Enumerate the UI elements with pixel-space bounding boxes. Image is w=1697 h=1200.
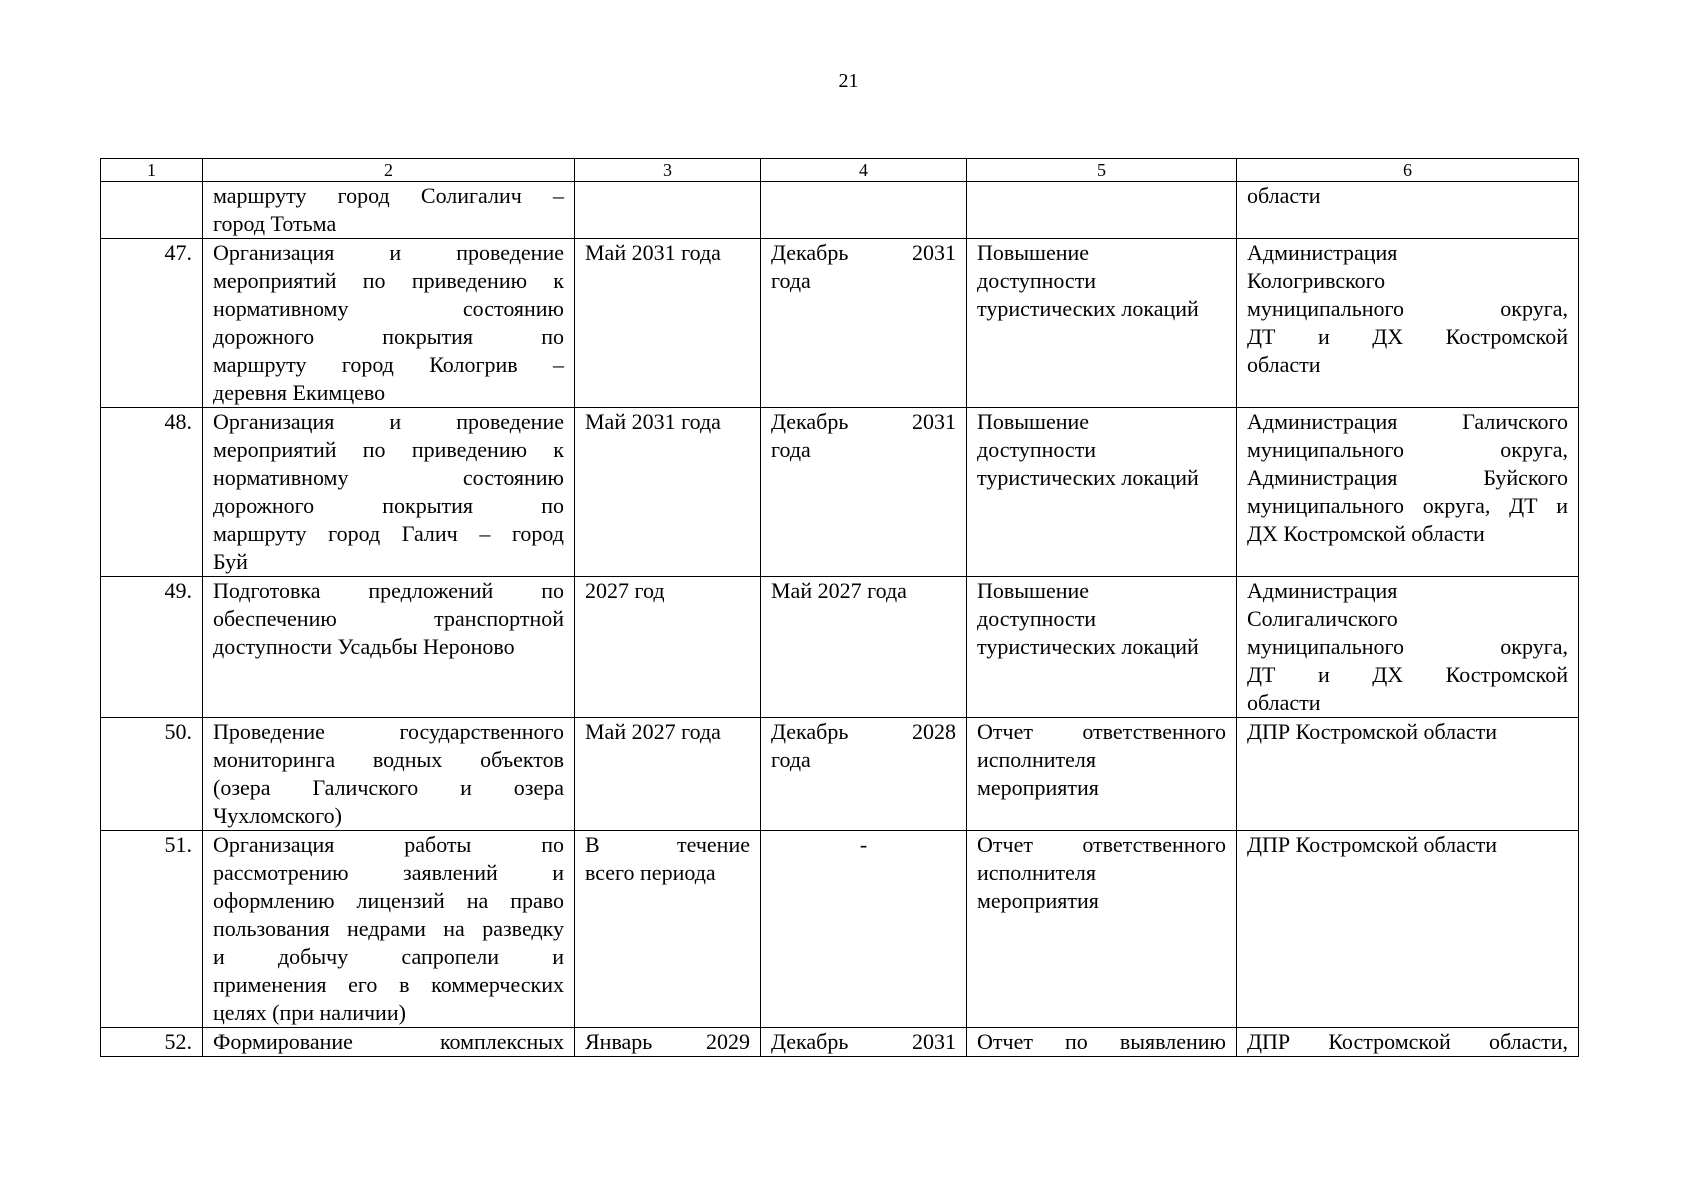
cell-text-line: мероприятий по приведению к [213, 268, 564, 293]
column-header-1: 1 [101, 159, 203, 182]
cell-text-line: Чухломского) [213, 803, 342, 828]
cell-text-line: - [859, 832, 868, 857]
cell-text-line: области [1247, 352, 1321, 377]
start-date-cell [575, 239, 761, 408]
cell-text-line: Формирование комплексных [213, 1029, 564, 1054]
executor-cell [1237, 408, 1579, 577]
table-row [101, 408, 1579, 577]
measure-cell [203, 718, 575, 831]
cell-text-line: ДПР Костромской области, [1247, 1029, 1568, 1054]
cell-text-line: ДТ и ДХ Костромской [1247, 662, 1568, 687]
cell-text-line: года [771, 747, 811, 772]
measure-cell [203, 408, 575, 577]
cell-text-line: Декабрь 2031 [771, 240, 956, 265]
end-date-cell [761, 182, 967, 239]
measure-cell [203, 831, 575, 1028]
cell-text-line: доступности [977, 437, 1097, 462]
cell-text-line: применения его в коммерческих [213, 972, 564, 997]
cell-text-line: дорожного покрытия по [213, 324, 564, 349]
end-date-cell [761, 239, 967, 408]
cell-text-line: деревня Екимцево [213, 380, 386, 405]
header-row [101, 159, 1579, 182]
cell-text-line: мероприятий по приведению к [213, 437, 564, 462]
executor-cell [1237, 577, 1579, 718]
cell-text-line: Организация и проведение [213, 240, 564, 265]
cell-text-line: исполнителя [977, 747, 1097, 772]
executor-cell [1237, 831, 1579, 1028]
cell-text-line: Повышение [977, 409, 1090, 434]
table-row [101, 831, 1579, 1028]
row-number-cell [101, 182, 203, 239]
column-header-3: 3 [575, 159, 761, 182]
cell-text-line: ДПР Костромской области [1247, 719, 1498, 744]
cell-text-line: Май 2031 года [585, 409, 721, 434]
table-row [101, 239, 1579, 408]
table-row [101, 718, 1579, 831]
cell-text-line: нормативному состоянию [213, 296, 564, 321]
cell-text-line: исполнителя [977, 860, 1097, 885]
cell-text-line: Май 2027 года [585, 719, 721, 744]
row-number-cell: 50. [101, 718, 203, 831]
table-row [101, 577, 1579, 718]
column-header-4: 4 [761, 159, 967, 182]
cell-text-line: целях (при наличии) [213, 1000, 406, 1025]
cell-text-line: области [1247, 690, 1321, 715]
table-row [101, 1028, 1579, 1057]
cell-text-line: муниципального округа, [1247, 296, 1568, 321]
column-header-5: 5 [967, 159, 1237, 182]
cell-text-line: маршруту город Галич – город [213, 521, 564, 546]
measures-table [100, 158, 1579, 1057]
row-number-cell: 52. [101, 1028, 203, 1057]
cell-text-line: (озера Галичского и озера [213, 775, 564, 800]
end-date-cell [761, 408, 967, 577]
executor-cell [1237, 239, 1579, 408]
cell-text-line: туристических локаций [977, 634, 1199, 659]
cell-text-line: муниципального округа, ДТ и [1247, 493, 1568, 518]
cell-text-line: муниципального округа, [1247, 634, 1568, 659]
column-header-2: 2 [203, 159, 575, 182]
cell-text-line: Отчет по выявлению [977, 1029, 1226, 1054]
cell-text-line: Декабрь 2031 [771, 409, 956, 434]
cell-text-line: и добычу сапропели и [213, 944, 564, 969]
cell-text-line: туристических локаций [977, 296, 1199, 321]
cell-text-line: В течение [585, 832, 750, 857]
cell-text-line: рассмотрению заявлений и [213, 860, 564, 885]
cell-text-line: обеспечению транспортной [213, 606, 564, 631]
cell-text-line: всего периода [585, 860, 716, 885]
table-body [101, 182, 1579, 1057]
cell-text-line: Повышение [977, 240, 1090, 265]
row-number-cell: 48. [101, 408, 203, 577]
cell-text-line: ДПР Костромской области [1247, 832, 1498, 857]
cell-text-line: Администрация Буйского [1247, 465, 1568, 490]
cell-text-line: доступности [977, 606, 1097, 631]
start-date-cell [575, 1028, 761, 1057]
cell-text-line: Декабрь 2028 [771, 719, 956, 744]
cell-text-line: Проведение государственного [213, 719, 564, 744]
executor-cell [1237, 718, 1579, 831]
cell-text-line: доступности [977, 268, 1097, 293]
result-cell [967, 182, 1237, 239]
result-cell [967, 577, 1237, 718]
result-cell [967, 408, 1237, 577]
cell-text-line: ДТ и ДХ Костромской [1247, 324, 1568, 349]
cell-text-line: Кологривского [1247, 268, 1386, 293]
start-date-cell [575, 718, 761, 831]
cell-text-line: муниципального округа, [1247, 437, 1568, 462]
table-header [101, 159, 1579, 182]
cell-text-line: Декабрь 2031 [771, 1029, 956, 1054]
measure-cell [203, 1028, 575, 1057]
cell-text-line: года [771, 268, 811, 293]
result-cell [967, 1028, 1237, 1057]
cell-text-line: Администрация Галичского [1247, 409, 1568, 434]
cell-text-line: мероприятия [977, 888, 1099, 913]
cell-text-line: года [771, 437, 811, 462]
start-date-cell [575, 577, 761, 718]
cell-text-line: Подготовка предложений по [213, 578, 564, 603]
cell-text-line: Май 2031 года [585, 240, 721, 265]
cell-text-line: мероприятия [977, 775, 1099, 800]
result-cell [967, 831, 1237, 1028]
executor-cell [1237, 1028, 1579, 1057]
cell-text-line: ДХ Костромской области [1247, 521, 1485, 546]
measure-cell [203, 239, 575, 408]
row-number-cell: 47. [101, 239, 203, 408]
table-row [101, 182, 1579, 239]
row-number-cell: 49. [101, 577, 203, 718]
executor-cell [1237, 182, 1579, 239]
cell-text-line: Январь 2029 [585, 1029, 750, 1054]
cell-text-line: маршруту город Кологрив – [213, 352, 564, 377]
cell-text-line: области [1247, 183, 1321, 208]
cell-text-line: Организация работы по [213, 832, 564, 857]
row-number-cell: 51. [101, 831, 203, 1028]
result-cell [967, 239, 1237, 408]
start-date-cell [575, 408, 761, 577]
end-date-cell [761, 1028, 967, 1057]
cell-text-line: Буй [213, 549, 248, 574]
cell-text-line: город Тотьма [213, 211, 337, 236]
cell-text-line: Организация и проведение [213, 409, 564, 434]
cell-text-line: дорожного покрытия по [213, 493, 564, 518]
start-date-cell [575, 831, 761, 1028]
cell-text-line: Май 2027 года [771, 578, 907, 603]
measure-cell [203, 182, 575, 239]
page-number: 21 [838, 70, 859, 92]
cell-text-line: мониторинга водных объектов [213, 747, 564, 772]
start-date-cell [575, 182, 761, 239]
cell-text-line: Отчет ответственного [977, 719, 1226, 744]
end-date-cell [761, 577, 967, 718]
cell-text-line: Повышение [977, 578, 1090, 603]
result-cell [967, 718, 1237, 831]
cell-text-line: оформлению лицензий на право [213, 888, 564, 913]
column-header-6: 6 [1237, 159, 1579, 182]
cell-text-line: маршруту город Солигалич – [213, 183, 564, 208]
cell-text-line: доступности Усадьбы Нероново [213, 634, 515, 659]
end-date-cell [761, 718, 967, 831]
cell-text-line: Отчет ответственного [977, 832, 1226, 857]
cell-text-line: Солигаличского [1247, 606, 1398, 631]
cell-text-line: 2027 год [585, 578, 665, 603]
cell-text-line: нормативному состоянию [213, 465, 564, 490]
cell-text-line: пользования недрами на разведку [213, 916, 564, 941]
measure-cell [203, 577, 575, 718]
cell-text-line: Администрация [1247, 578, 1398, 603]
cell-text-line: туристических локаций [977, 465, 1199, 490]
cell-text-line: Администрация [1247, 240, 1398, 265]
end-date-cell [761, 831, 967, 1028]
